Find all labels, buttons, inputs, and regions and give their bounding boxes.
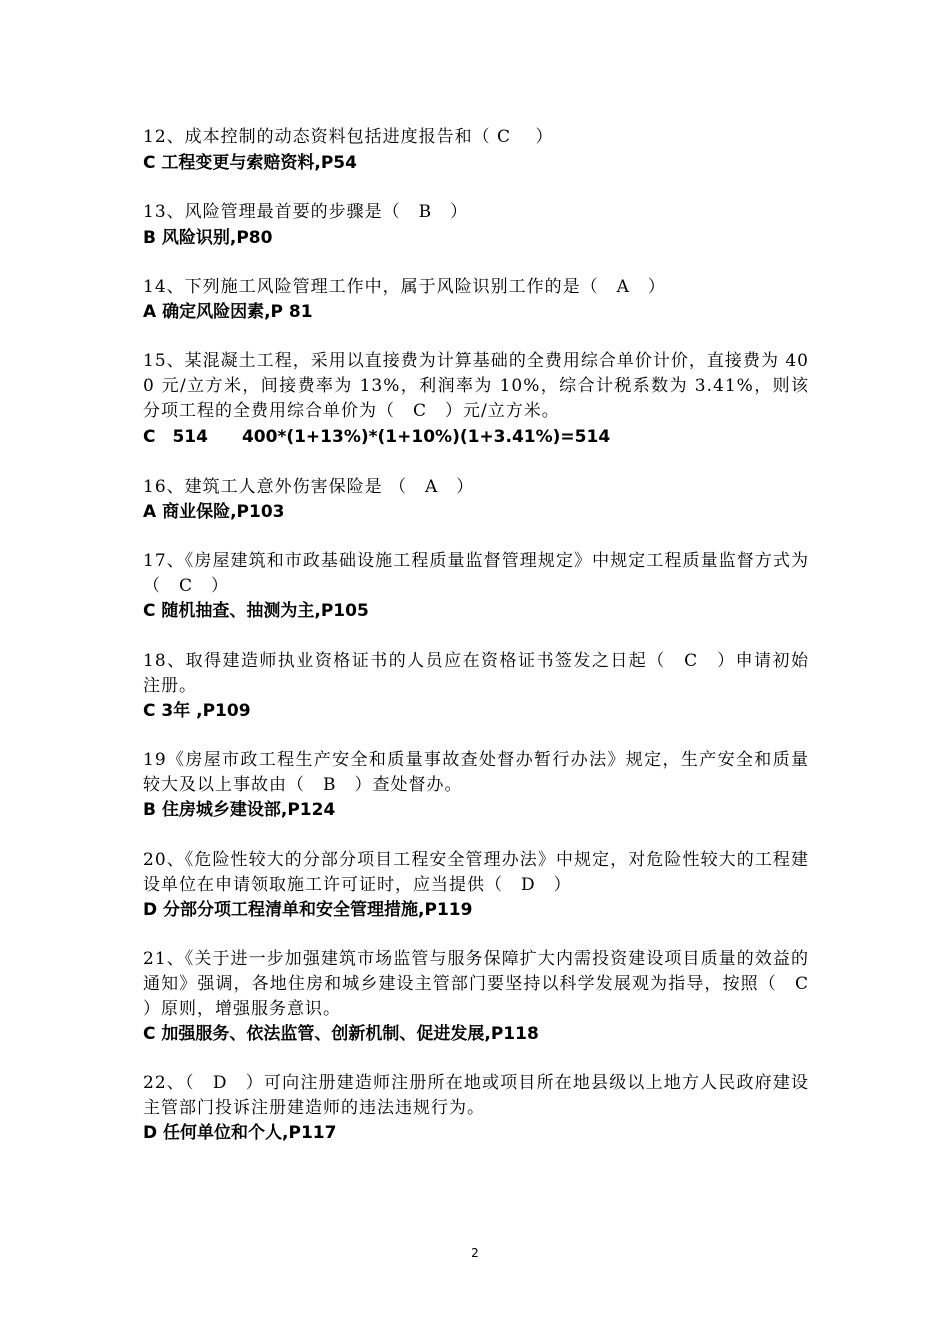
- answer-15: C 514 400*(1+13%)*(1+10%)(1+3.41%)=514: [143, 427, 611, 447]
- page-number: 2: [471, 1246, 479, 1260]
- question-17: 17、《房屋建筑和市政基础设施工程质量监督管理规定》中规定工程质量监督方式为（ C ）: [143, 551, 809, 596]
- answer-14: A 确定风险因素,P 81: [143, 302, 313, 322]
- question-22: 22、（ D ）可向注册建造师注册所在地或项目所在地县级以上地方人民政府建设主管部门投诉注册建造师的违法违规行为。: [143, 1073, 809, 1118]
- question-20: 20、《危险性较大的分部分项目工程安全管理办法》中规定，对危险性较大的工程建设单位在申请领取施工许可证时，应当提供（ D ）: [143, 850, 809, 895]
- question-15: 15、某混凝土工程，采用以直接费为计算基础的全费用综合单价计价，直接费为 400 元/立方米，间接费率为 13%，利润率为 10%，综合计税系数为 3.41%，则该分项工程的全费用综合单价为（ C ）元/立方米。: [143, 351, 809, 421]
- question-14: 14、下列施工风险管理工作中，属于风险识别工作的是（ A ）: [143, 277, 666, 297]
- question-18: 18、取得建造师执业资格证书的人员应在资格证书签发之日起（ C ）申请初始注册。: [143, 651, 809, 696]
- answer-19: B 住房城乡建设部,P124: [143, 800, 336, 820]
- answer-16: A 商业保险,P103: [143, 502, 285, 522]
- question-16: 16、建筑工人意外伤害保险是 （ A ）: [143, 477, 475, 497]
- question-21: 21、《关于进一步加强建筑市场监管与服务保障扩大内需投资建设项目质量的效益的通知》强调，各地住房和城乡建设主管部门要坚持以科学发展观为指导，按照（ C ）原则，增强服务意识。: [143, 949, 827, 1019]
- question-12: 12、成本控制的动态资料包括进度报告和（ C ）: [143, 127, 554, 147]
- answer-17: C 随机抽查、抽测为主,P105: [143, 601, 369, 621]
- answer-18: C 3年 ,P109: [143, 701, 251, 721]
- answer-20: D 分部分项工程清单和安全管理措施,P119: [143, 900, 473, 920]
- answer-22: D 任何单位和个人,P117: [143, 1123, 337, 1143]
- question-19: 19《房屋市政工程生产安全和质量事故查处督办暂行办法》规定，生产安全和质量较大及以上事故由（ B ）查处督办。: [143, 750, 809, 795]
- answer-12: C 工程变更与索赔资料,P54: [143, 153, 357, 173]
- answer-13: B 风险识别,P80: [143, 228, 273, 248]
- answer-21: C 加强服务、依法监管、创新机制、促进发展,P118: [143, 1024, 539, 1044]
- question-13: 13、风险管理最首要的步骤是（ B ）: [143, 202, 469, 222]
